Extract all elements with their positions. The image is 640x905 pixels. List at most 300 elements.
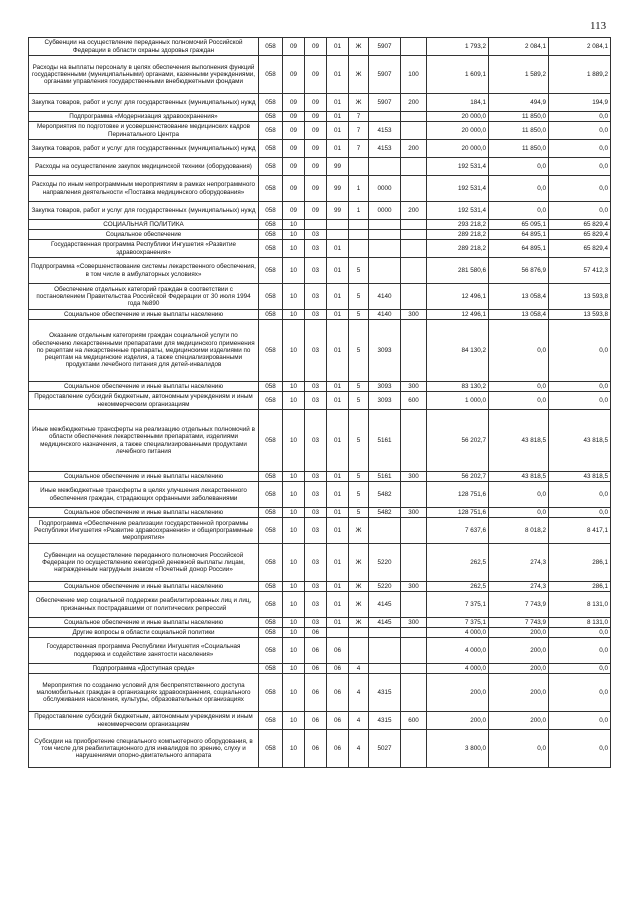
subprogram-code: 7 bbox=[349, 112, 369, 122]
amount-year-3: 0,0 bbox=[549, 674, 611, 712]
expense-type-code bbox=[401, 730, 427, 768]
program-code: 01 bbox=[327, 618, 349, 628]
subsection-code: 09 bbox=[305, 122, 327, 140]
amount-year-3: 0,0 bbox=[549, 638, 611, 664]
expense-type-code bbox=[401, 320, 427, 382]
direction-code bbox=[369, 628, 401, 638]
amount-year-2: 200,0 bbox=[489, 664, 549, 674]
direction-code bbox=[369, 158, 401, 176]
subsection-code: 03 bbox=[305, 508, 327, 518]
amount-year-2: 0,0 bbox=[489, 158, 549, 176]
section-code: 10 bbox=[283, 220, 305, 230]
section-code: 09 bbox=[283, 56, 305, 94]
page-number: 113 bbox=[590, 20, 607, 32]
amount-year-1: 192 531,4 bbox=[427, 158, 489, 176]
amount-year-1: 20 000,0 bbox=[427, 122, 489, 140]
program-code: 01 bbox=[327, 56, 349, 94]
amount-year-1: 56 202,7 bbox=[427, 472, 489, 482]
section-code: 09 bbox=[283, 94, 305, 112]
subprogram-code: 7 bbox=[349, 122, 369, 140]
expense-type-code: 300 bbox=[401, 508, 427, 518]
subprogram-code: Ж bbox=[349, 94, 369, 112]
direction-code: 5027 bbox=[369, 730, 401, 768]
amount-year-3: 0,0 bbox=[549, 712, 611, 730]
amount-year-2: 65 095,1 bbox=[489, 220, 549, 230]
program-code: 01 bbox=[327, 284, 349, 310]
direction-code: 5482 bbox=[369, 482, 401, 508]
subsection-code: 09 bbox=[305, 94, 327, 112]
amount-year-3: 194,9 bbox=[549, 94, 611, 112]
amount-year-1: 289 218,2 bbox=[427, 230, 489, 240]
ministry-code: 058 bbox=[259, 508, 283, 518]
table-row bbox=[29, 618, 611, 628]
row-name: Расходы по иным непрограммным мероприятиям в рамках непрограммного направления деятельности «Поставка медицинского оборудования» bbox=[29, 176, 259, 202]
expense-type-code bbox=[401, 158, 427, 176]
subsection-code: 09 bbox=[305, 158, 327, 176]
section-code: 10 bbox=[283, 410, 305, 472]
ministry-code: 058 bbox=[259, 582, 283, 592]
expense-type-code bbox=[401, 592, 427, 618]
subprogram-code: 7 bbox=[349, 140, 369, 158]
ministry-code: 058 bbox=[259, 482, 283, 508]
table-row bbox=[29, 392, 611, 410]
subsection-code: 03 bbox=[305, 618, 327, 628]
direction-code bbox=[369, 258, 401, 284]
amount-year-2: 8 018,2 bbox=[489, 518, 549, 544]
ministry-code: 058 bbox=[259, 618, 283, 628]
subprogram-code: 4 bbox=[349, 730, 369, 768]
amount-year-1: 56 202,7 bbox=[427, 410, 489, 472]
amount-year-1: 200,0 bbox=[427, 674, 489, 712]
section-code: 10 bbox=[283, 482, 305, 508]
amount-year-3: 0,0 bbox=[549, 140, 611, 158]
expense-type-code bbox=[401, 284, 427, 310]
amount-year-2: 1 589,2 bbox=[489, 56, 549, 94]
direction-code: 4153 bbox=[369, 140, 401, 158]
ministry-code: 058 bbox=[259, 176, 283, 202]
table-row bbox=[29, 592, 611, 618]
section-code: 09 bbox=[283, 38, 305, 56]
section-code: 10 bbox=[283, 284, 305, 310]
program-code: 01 bbox=[327, 472, 349, 482]
ministry-code: 058 bbox=[259, 230, 283, 240]
row-name: Мероприятия по подготовке и усовершенствование медицинских кадров Перинатального Центра bbox=[29, 122, 259, 140]
section-code: 10 bbox=[283, 730, 305, 768]
amount-year-2: 13 058,4 bbox=[489, 310, 549, 320]
amount-year-1: 262,5 bbox=[427, 582, 489, 592]
table-row bbox=[29, 284, 611, 310]
program-code: 01 bbox=[327, 544, 349, 582]
section-code: 10 bbox=[283, 674, 305, 712]
direction-code: 3093 bbox=[369, 382, 401, 392]
program-code: 01 bbox=[327, 582, 349, 592]
row-name: Социальное обеспечение и иные выплаты населению bbox=[29, 382, 259, 392]
subprogram-code: Ж bbox=[349, 618, 369, 628]
section-code: 10 bbox=[283, 618, 305, 628]
ministry-code: 058 bbox=[259, 472, 283, 482]
direction-code: 5907 bbox=[369, 56, 401, 94]
table-row bbox=[29, 664, 611, 674]
program-code: 01 bbox=[327, 140, 349, 158]
section-code: 09 bbox=[283, 140, 305, 158]
amount-year-2: 2 084,1 bbox=[489, 38, 549, 56]
expense-type-code: 200 bbox=[401, 94, 427, 112]
amount-year-1: 200,0 bbox=[427, 712, 489, 730]
amount-year-3: 0,0 bbox=[549, 392, 611, 410]
direction-code: 5161 bbox=[369, 410, 401, 472]
amount-year-1: 3 800,0 bbox=[427, 730, 489, 768]
amount-year-3: 65 829,4 bbox=[549, 240, 611, 258]
amount-year-2: 11 850,0 bbox=[489, 112, 549, 122]
program-code: 01 bbox=[327, 94, 349, 112]
subsection-code: 03 bbox=[305, 482, 327, 508]
subsection-code: 06 bbox=[305, 712, 327, 730]
table-row bbox=[29, 320, 611, 382]
subsection-code: 03 bbox=[305, 544, 327, 582]
section-code: 10 bbox=[283, 310, 305, 320]
direction-code bbox=[369, 220, 401, 230]
section-code: 10 bbox=[283, 638, 305, 664]
program-code bbox=[327, 220, 349, 230]
section-code: 10 bbox=[283, 508, 305, 518]
amount-year-1: 20 000,0 bbox=[427, 140, 489, 158]
subprogram-code: 5 bbox=[349, 320, 369, 382]
section-code: 10 bbox=[283, 382, 305, 392]
expense-type-code bbox=[401, 240, 427, 258]
subsection-code: 06 bbox=[305, 674, 327, 712]
direction-code bbox=[369, 230, 401, 240]
ministry-code: 058 bbox=[259, 94, 283, 112]
expense-type-code: 300 bbox=[401, 582, 427, 592]
program-code bbox=[327, 628, 349, 638]
section-code: 10 bbox=[283, 628, 305, 638]
row-name: Социальное обеспечение bbox=[29, 230, 259, 240]
row-name: Закупка товаров, работ и услуг для государственных (муниципальных) нужд bbox=[29, 94, 259, 112]
subsection-code: 03 bbox=[305, 230, 327, 240]
amount-year-2: 200,0 bbox=[489, 674, 549, 712]
row-name: Иные межбюджетные трансферты в целях улучшения лекарственного обеспечения граждан, страдающих орфанными заболеваниями bbox=[29, 482, 259, 508]
row-name: Государственная программа Республики Ингушетия «Развитие здравоохранения» bbox=[29, 240, 259, 258]
table-row bbox=[29, 140, 611, 158]
amount-year-1: 83 130,2 bbox=[427, 382, 489, 392]
amount-year-2: 494,9 bbox=[489, 94, 549, 112]
table-row bbox=[29, 638, 611, 664]
amount-year-3: 0,0 bbox=[549, 628, 611, 638]
subsection-code: 09 bbox=[305, 140, 327, 158]
row-name: Социальное обеспечение и иные выплаты населению bbox=[29, 618, 259, 628]
direction-code: 5907 bbox=[369, 38, 401, 56]
amount-year-3: 57 412,3 bbox=[549, 258, 611, 284]
amount-year-2: 0,0 bbox=[489, 320, 549, 382]
ministry-code: 058 bbox=[259, 112, 283, 122]
direction-code bbox=[369, 112, 401, 122]
amount-year-1: 128 751,6 bbox=[427, 482, 489, 508]
amount-year-3: 0,0 bbox=[549, 664, 611, 674]
amount-year-3: 65 829,4 bbox=[549, 230, 611, 240]
ministry-code: 058 bbox=[259, 56, 283, 94]
amount-year-3: 0,0 bbox=[549, 202, 611, 220]
table-row bbox=[29, 258, 611, 284]
section-code: 09 bbox=[283, 158, 305, 176]
table-row bbox=[29, 310, 611, 320]
section-code: 10 bbox=[283, 258, 305, 284]
table-row bbox=[29, 230, 611, 240]
amount-year-1: 262,5 bbox=[427, 544, 489, 582]
ministry-code: 058 bbox=[259, 310, 283, 320]
expense-type-code: 100 bbox=[401, 56, 427, 94]
amount-year-1: 289 218,2 bbox=[427, 240, 489, 258]
program-code: 01 bbox=[327, 518, 349, 544]
section-code: 10 bbox=[283, 712, 305, 730]
amount-year-1: 4 000,0 bbox=[427, 628, 489, 638]
amount-year-2: 64 895,1 bbox=[489, 230, 549, 240]
direction-code: 3093 bbox=[369, 320, 401, 382]
subsection-code: 06 bbox=[305, 730, 327, 768]
subprogram-code bbox=[349, 220, 369, 230]
amount-year-3: 1 889,2 bbox=[549, 56, 611, 94]
direction-code: 4140 bbox=[369, 310, 401, 320]
program-code: 06 bbox=[327, 638, 349, 664]
expense-type-code: 300 bbox=[401, 382, 427, 392]
amount-year-2: 0,0 bbox=[489, 508, 549, 518]
expense-type-code bbox=[401, 410, 427, 472]
row-name: Расходы на осуществление закупок медицинской техники (оборудования) bbox=[29, 158, 259, 176]
expense-type-code: 200 bbox=[401, 140, 427, 158]
subprogram-code: Ж bbox=[349, 56, 369, 94]
amount-year-1: 20 000,0 bbox=[427, 112, 489, 122]
amount-year-3: 13 593,8 bbox=[549, 284, 611, 310]
expense-type-code: 600 bbox=[401, 392, 427, 410]
amount-year-3: 0,0 bbox=[549, 320, 611, 382]
direction-code bbox=[369, 664, 401, 674]
section-code: 09 bbox=[283, 176, 305, 202]
table-row bbox=[29, 410, 611, 472]
amount-year-3: 0,0 bbox=[549, 482, 611, 508]
amount-year-2: 43 818,5 bbox=[489, 472, 549, 482]
subsection-code: 03 bbox=[305, 310, 327, 320]
program-code: 01 bbox=[327, 122, 349, 140]
amount-year-1: 12 496,1 bbox=[427, 310, 489, 320]
direction-code: 4315 bbox=[369, 674, 401, 712]
amount-year-1: 293 218,2 bbox=[427, 220, 489, 230]
subsection-code: 03 bbox=[305, 518, 327, 544]
subprogram-code: Ж bbox=[349, 592, 369, 618]
program-code: 06 bbox=[327, 674, 349, 712]
amount-year-2: 7 743,9 bbox=[489, 592, 549, 618]
direction-code: 4140 bbox=[369, 284, 401, 310]
row-name: Предоставление субсидий бюджетным, автономным учреждениям и иным некоммерческим организациям bbox=[29, 712, 259, 730]
table-row bbox=[29, 122, 611, 140]
table-row bbox=[29, 582, 611, 592]
program-code: 01 bbox=[327, 508, 349, 518]
subsection-code: 06 bbox=[305, 638, 327, 664]
program-code: 01 bbox=[327, 482, 349, 508]
ministry-code: 058 bbox=[259, 638, 283, 664]
subsection-code: 03 bbox=[305, 392, 327, 410]
row-name: Субвенции на осуществление переданного полномочия Российской Федерации по осуществлению ежегодной денежной выплаты лицам, награжденным нагрудным знаком «Почетный донор России» bbox=[29, 544, 259, 582]
amount-year-1: 12 496,1 bbox=[427, 284, 489, 310]
amount-year-3: 8 417,1 bbox=[549, 518, 611, 544]
ministry-code: 058 bbox=[259, 38, 283, 56]
table-row bbox=[29, 112, 611, 122]
amount-year-2: 13 058,4 bbox=[489, 284, 549, 310]
subsection-code: 03 bbox=[305, 472, 327, 482]
ministry-code: 058 bbox=[259, 122, 283, 140]
table-row bbox=[29, 674, 611, 712]
amount-year-3: 0,0 bbox=[549, 730, 611, 768]
table-row bbox=[29, 544, 611, 582]
amount-year-1: 1 793,2 bbox=[427, 38, 489, 56]
subsection-code: 03 bbox=[305, 582, 327, 592]
expense-type-code bbox=[401, 674, 427, 712]
subprogram-code: Ж bbox=[349, 544, 369, 582]
subprogram-code: 5 bbox=[349, 508, 369, 518]
subprogram-code: 1 bbox=[349, 176, 369, 202]
row-name: Другие вопросы в области социальной политики bbox=[29, 628, 259, 638]
amount-year-1: 4 000,0 bbox=[427, 664, 489, 674]
budget-table bbox=[28, 37, 611, 768]
section-code: 10 bbox=[283, 240, 305, 258]
ministry-code: 058 bbox=[259, 544, 283, 582]
row-name: Подпрограмма «Обеспечение реализации государственной программы Республики Ингушетия «Развитие здравоохранения» и общепрограммные мероприятия» bbox=[29, 518, 259, 544]
table-row bbox=[29, 628, 611, 638]
section-code: 10 bbox=[283, 518, 305, 544]
direction-code bbox=[369, 518, 401, 544]
amount-year-3: 286,1 bbox=[549, 544, 611, 582]
section-code: 10 bbox=[283, 392, 305, 410]
amount-year-2: 0,0 bbox=[489, 482, 549, 508]
row-name: Подпрограмма «Доступная среда» bbox=[29, 664, 259, 674]
program-code: 01 bbox=[327, 258, 349, 284]
amount-year-1: 192 531,4 bbox=[427, 176, 489, 202]
ministry-code: 058 bbox=[259, 140, 283, 158]
subprogram-code: 5 bbox=[349, 482, 369, 508]
ministry-code: 058 bbox=[259, 392, 283, 410]
subprogram-code: 4 bbox=[349, 674, 369, 712]
amount-year-1: 1 609,1 bbox=[427, 56, 489, 94]
subsection-code: 03 bbox=[305, 240, 327, 258]
program-code bbox=[327, 230, 349, 240]
table-body bbox=[29, 38, 611, 768]
table-row bbox=[29, 240, 611, 258]
row-name: Обеспечение отдельных категорий граждан в соответствии с постановлением Правительства Российской Федерации от 30 июля 1994 года №890 bbox=[29, 284, 259, 310]
subprogram-code: 1 bbox=[349, 202, 369, 220]
table-row bbox=[29, 382, 611, 392]
ministry-code: 058 bbox=[259, 158, 283, 176]
subprogram-code: 4 bbox=[349, 664, 369, 674]
amount-year-3: 286,1 bbox=[549, 582, 611, 592]
row-name: Оказание отдельным категориям граждан социальной услуги по обеспечению лекарственными препаратами для медицинского применения по рецептам на лекарственные препараты, медицинскими изделиями по рецептам на медицинские изделия, а также специализированными продуктами лечебного питания для детей-инвалидов bbox=[29, 320, 259, 382]
expense-type-code: 300 bbox=[401, 618, 427, 628]
program-code: 99 bbox=[327, 176, 349, 202]
direction-code: 0000 bbox=[369, 202, 401, 220]
amount-year-2: 274,3 bbox=[489, 582, 549, 592]
ministry-code: 058 bbox=[259, 664, 283, 674]
row-name: Социальное обеспечение и иные выплаты населению bbox=[29, 508, 259, 518]
direction-code: 3093 bbox=[369, 392, 401, 410]
amount-year-2: 56 876,9 bbox=[489, 258, 549, 284]
amount-year-3: 0,0 bbox=[549, 508, 611, 518]
subsection-code: 03 bbox=[305, 284, 327, 310]
program-code: 06 bbox=[327, 664, 349, 674]
program-code: 01 bbox=[327, 392, 349, 410]
program-code: 01 bbox=[327, 38, 349, 56]
program-code: 06 bbox=[327, 730, 349, 768]
ministry-code: 058 bbox=[259, 320, 283, 382]
subprogram-code: 5 bbox=[349, 382, 369, 392]
amount-year-1: 84 130,2 bbox=[427, 320, 489, 382]
subsection-code: 03 bbox=[305, 320, 327, 382]
subsection-code: 09 bbox=[305, 202, 327, 220]
table-row bbox=[29, 202, 611, 220]
expense-type-code bbox=[401, 230, 427, 240]
table-row bbox=[29, 220, 611, 230]
row-name: Субсидии на приобретение специального компьютерного оборудования, в том числе для реабилитационного для инвалидов по зрению, слуху и нарушениями опорно-двигательного аппарата bbox=[29, 730, 259, 768]
subprogram-code: 5 bbox=[349, 310, 369, 320]
amount-year-2: 200,0 bbox=[489, 712, 549, 730]
program-code: 99 bbox=[327, 158, 349, 176]
expense-type-code bbox=[401, 258, 427, 284]
subprogram-code: 5 bbox=[349, 284, 369, 310]
subprogram-code bbox=[349, 230, 369, 240]
expense-type-code bbox=[401, 518, 427, 544]
expense-type-code: 300 bbox=[401, 472, 427, 482]
amount-year-1: 4 000,0 bbox=[427, 638, 489, 664]
direction-code bbox=[369, 638, 401, 664]
amount-year-2: 274,3 bbox=[489, 544, 549, 582]
direction-code: 4145 bbox=[369, 618, 401, 628]
table-row bbox=[29, 176, 611, 202]
table-row bbox=[29, 518, 611, 544]
row-name: СОЦИАЛЬНАЯ ПОЛИТИКА bbox=[29, 220, 259, 230]
ministry-code: 058 bbox=[259, 730, 283, 768]
row-name: Иные межбюджетные трансферты на реализацию отдельных полномочий в области обеспечения лекарственными препаратами, изделиями медицинского назначения, а также специализированными продуктами лечебного питания bbox=[29, 410, 259, 472]
subsection-code: 03 bbox=[305, 258, 327, 284]
program-code: 01 bbox=[327, 410, 349, 472]
amount-year-1: 7 375,1 bbox=[427, 592, 489, 618]
amount-year-1: 128 751,6 bbox=[427, 508, 489, 518]
row-name: Предоставление субсидий бюджетным, автономным учреждениям и иным некоммерческим организациям bbox=[29, 392, 259, 410]
ministry-code: 058 bbox=[259, 674, 283, 712]
program-code: 06 bbox=[327, 712, 349, 730]
amount-year-1: 7 375,1 bbox=[427, 618, 489, 628]
amount-year-3: 65 829,4 bbox=[549, 220, 611, 230]
subprogram-code: 5 bbox=[349, 392, 369, 410]
program-code: 99 bbox=[327, 202, 349, 220]
amount-year-3: 0,0 bbox=[549, 112, 611, 122]
subprogram-code bbox=[349, 240, 369, 258]
subsection-code: 09 bbox=[305, 38, 327, 56]
amount-year-2: 200,0 bbox=[489, 638, 549, 664]
ministry-code: 058 bbox=[259, 284, 283, 310]
amount-year-3: 13 593,8 bbox=[549, 310, 611, 320]
amount-year-3: 8 131,0 bbox=[549, 618, 611, 628]
row-name: Государственная программа Республики Ингушетия «Социальная поддержка и содействие занятости населения» bbox=[29, 638, 259, 664]
direction-code: 5220 bbox=[369, 582, 401, 592]
program-code: 01 bbox=[327, 320, 349, 382]
amount-year-2: 11 850,0 bbox=[489, 140, 549, 158]
program-code: 01 bbox=[327, 240, 349, 258]
row-name: Социальное обеспечение и иные выплаты населению bbox=[29, 472, 259, 482]
subsection-code: 03 bbox=[305, 410, 327, 472]
amount-year-3: 0,0 bbox=[549, 382, 611, 392]
amount-year-2: 0,0 bbox=[489, 382, 549, 392]
section-code: 10 bbox=[283, 592, 305, 618]
ministry-code: 058 bbox=[259, 592, 283, 618]
table-row bbox=[29, 94, 611, 112]
table-row bbox=[29, 508, 611, 518]
amount-year-3: 8 131,0 bbox=[549, 592, 611, 618]
